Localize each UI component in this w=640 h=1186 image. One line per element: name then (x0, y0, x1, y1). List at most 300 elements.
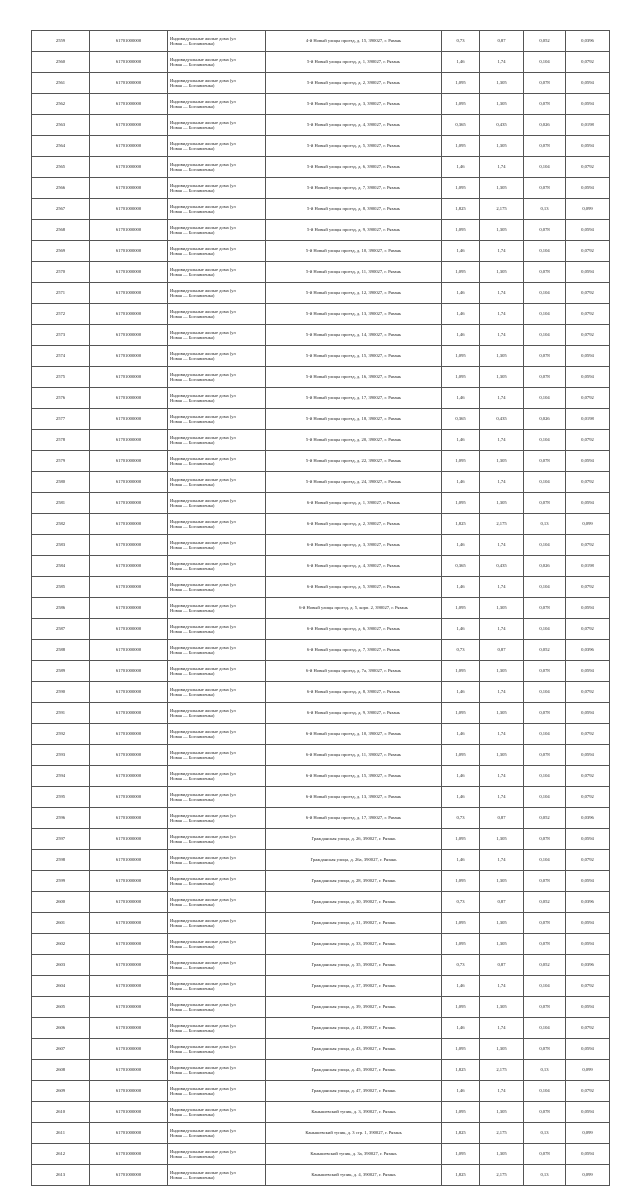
object-type-line: Индивидуальные жилые дома (ул (170, 1127, 236, 1133)
oktmo-code: 61701000000 (90, 703, 168, 724)
object-type-line: Новая — Богоявленка) (170, 566, 215, 571)
object-type-line: Индивидуальные жилые дома (ул (170, 980, 236, 986)
table-row (32, 199, 610, 220)
object-type (168, 94, 266, 115)
value-3: 0,078 (524, 1102, 566, 1123)
oktmo-code: 61701000000 (90, 661, 168, 682)
object-type (168, 787, 266, 808)
oktmo-code: 61701000000 (90, 598, 168, 619)
value-3: 0,078 (524, 493, 566, 514)
object-type-line: Новая — Богоявленка) (170, 1070, 215, 1075)
value-3: 0,104 (524, 388, 566, 409)
object-address: 5-й Новый улицы проезд, д. 6, 390027, г. Рязань (266, 157, 442, 178)
object-type (168, 31, 266, 52)
value-2: 0,87 (480, 808, 524, 829)
object-address: Гражданская улица, д. 45, 390027, г. Рязань (266, 1060, 442, 1081)
value-3: 0,104 (524, 472, 566, 493)
value-2: 1,305 (480, 136, 524, 157)
value-1: 1,095 (442, 178, 480, 199)
value-2: 1,74 (480, 682, 524, 703)
table-row (32, 829, 610, 850)
value-1: 1,46 (442, 283, 480, 304)
row-number: 2591 (32, 703, 90, 724)
value-4: 0,0792 (566, 241, 610, 262)
value-1: 1,095 (442, 829, 480, 850)
object-type-line: Индивидуальные жилые дома (ул (170, 77, 236, 83)
object-address: 5-й Новый улицы проезд, д. 14, 390027, г. Рязань (266, 325, 442, 346)
oktmo-code: 61701000000 (90, 829, 168, 850)
value-1: 1,095 (442, 346, 480, 367)
table-row (32, 1060, 610, 1081)
object-type-line: Новая — Богоявленка) (170, 188, 215, 193)
value-3: 0,052 (524, 955, 566, 976)
row-number: 2560 (32, 52, 90, 73)
value-2: 1,305 (480, 1144, 524, 1165)
row-number: 2599 (32, 871, 90, 892)
value-2: 1,74 (480, 850, 524, 871)
object-type (168, 1018, 266, 1039)
value-2: 1,74 (480, 472, 524, 493)
row-number: 2577 (32, 409, 90, 430)
value-4: 0,099 (566, 1060, 610, 1081)
oktmo-code: 61701000000 (90, 556, 168, 577)
value-4: 0,0594 (566, 493, 610, 514)
object-type-line: Индивидуальные жилые дома (ул (170, 644, 236, 650)
value-3: 0,104 (524, 976, 566, 997)
value-3: 0,078 (524, 220, 566, 241)
value-1: 1,46 (442, 850, 480, 871)
value-4: 0,0594 (566, 346, 610, 367)
oktmo-code: 61701000000 (90, 808, 168, 829)
value-2: 0,87 (480, 955, 524, 976)
object-type (168, 661, 266, 682)
object-type (168, 73, 266, 94)
object-address: 5-й Новый улицы проезд, д. 13, 390027, г. Рязань (266, 304, 442, 325)
object-address: 5-й Новый улицы проезд, д. 17, 390027, г. Рязань (266, 388, 442, 409)
oktmo-code: 61701000000 (90, 31, 168, 52)
object-type-line: Индивидуальные жилые дома (ул (170, 329, 236, 335)
oktmo-code: 61701000000 (90, 1165, 168, 1186)
object-address: 5-й Новый улицы проезд, д. 1, 390027, г. Рязань (266, 52, 442, 73)
object-address: 5-й Новый улицы проезд, д. 9, 390027, г. Рязань (266, 220, 442, 241)
value-4: 0,0792 (566, 1081, 610, 1102)
value-2: 1,305 (480, 913, 524, 934)
object-type-line: Индивидуальные жилые дома (ул (170, 896, 236, 902)
oktmo-code: 61701000000 (90, 136, 168, 157)
object-address: 5-й Новый улицы проезд, д. 11, 390027, г. Рязань (266, 262, 442, 283)
value-3: 0,026 (524, 409, 566, 430)
oktmo-code: 61701000000 (90, 115, 168, 136)
value-3: 0,13 (524, 1060, 566, 1081)
value-4: 0,0594 (566, 703, 610, 724)
object-type (168, 493, 266, 514)
table-row (32, 73, 610, 94)
value-2: 1,74 (480, 724, 524, 745)
oktmo-code: 61701000000 (90, 178, 168, 199)
object-address: 5-й Новый улицы проезд, д. 10, 390027, г. Рязань (266, 241, 442, 262)
object-address: 6-й Новый улицы проезд, д. 5, корп. 2, 390027, г. Рязань (266, 598, 442, 619)
object-type-line: Индивидуальные жилые дома (ул (170, 245, 236, 251)
object-type-line: Индивидуальные жилые дома (ул (170, 161, 236, 167)
value-1: 1,46 (442, 430, 480, 451)
value-1: 1,095 (442, 73, 480, 94)
value-4: 0,0792 (566, 283, 610, 304)
row-number: 2606 (32, 1018, 90, 1039)
object-type-line: Индивидуальные жилые дома (ул (170, 182, 236, 188)
row-number: 2564 (32, 136, 90, 157)
value-3: 0,078 (524, 871, 566, 892)
object-type-line: Индивидуальные жилые дома (ул (170, 560, 236, 566)
object-type (168, 913, 266, 934)
object-type (168, 766, 266, 787)
value-4: 0,0594 (566, 913, 610, 934)
row-number: 2594 (32, 766, 90, 787)
object-type (168, 703, 266, 724)
object-type (168, 1165, 266, 1186)
oktmo-code: 61701000000 (90, 1060, 168, 1081)
object-type-line: Новая — Богоявленка) (170, 1007, 215, 1012)
object-type (168, 1102, 266, 1123)
value-2: 1,74 (480, 325, 524, 346)
table-row (32, 94, 610, 115)
object-address: 5-й Новый улицы проезд, д. 22, 390027, г. Рязань (266, 451, 442, 472)
oktmo-code: 61701000000 (90, 640, 168, 661)
value-3: 0,104 (524, 850, 566, 871)
value-1: 1,46 (442, 157, 480, 178)
value-2: 2,175 (480, 1060, 524, 1081)
object-type-line: Индивидуальные жилые дома (ул (170, 203, 236, 209)
table-row (32, 766, 610, 787)
value-3: 0,104 (524, 535, 566, 556)
object-address: 6-й Новый улицы проезд, д. 8, 390027, г. Рязань (266, 682, 442, 703)
value-3: 0,052 (524, 808, 566, 829)
object-address: Гражданская улица, д. 37, 390027, г. Рязань (266, 976, 442, 997)
oktmo-code: 61701000000 (90, 850, 168, 871)
value-3: 0,104 (524, 766, 566, 787)
object-type-line: Индивидуальные жилые дома (ул (170, 686, 236, 692)
object-type-line: Индивидуальные жилые дома (ул (170, 854, 236, 860)
object-address: 4-й Новый улицы проезд, д. 15, 390027, г. Рязань (266, 31, 442, 52)
value-2: 1,305 (480, 1102, 524, 1123)
row-number: 2567 (32, 199, 90, 220)
object-type (168, 577, 266, 598)
object-type-line: Индивидуальные жилые дома (ул (170, 959, 236, 965)
value-1: 1,46 (442, 241, 480, 262)
object-type-line: Новая — Богоявленка) (170, 356, 215, 361)
oktmo-code: 61701000000 (90, 514, 168, 535)
object-type-line: Новая — Богоявленка) (170, 440, 215, 445)
value-2: 1,74 (480, 241, 524, 262)
value-3: 0,078 (524, 661, 566, 682)
value-3: 0,13 (524, 514, 566, 535)
object-address: 5-й Новый улицы проезд, д. 15, 390027, г. Рязань (266, 346, 442, 367)
oktmo-code: 61701000000 (90, 220, 168, 241)
object-type-line: Индивидуальные жилые дома (ул (170, 35, 236, 41)
row-number: 2584 (32, 556, 90, 577)
object-type-line: Индивидуальные жилые дома (ул (170, 1169, 236, 1175)
row-number: 2570 (32, 262, 90, 283)
value-1: 1,825 (442, 514, 480, 535)
object-type (168, 241, 266, 262)
object-address: Гражданская улица, д. 43, 390027, г. Рязань (266, 1039, 442, 1060)
row-number: 2583 (32, 535, 90, 556)
oktmo-code: 61701000000 (90, 325, 168, 346)
oktmo-code: 61701000000 (90, 430, 168, 451)
value-4: 0,0594 (566, 1102, 610, 1123)
value-4: 0,0792 (566, 787, 610, 808)
row-number: 2602 (32, 934, 90, 955)
object-type-line: Индивидуальные жилые дома (ул (170, 1064, 236, 1070)
value-4: 0,0396 (566, 955, 610, 976)
object-type-line: Новая — Богоявленка) (170, 167, 215, 172)
value-4: 0,0198 (566, 556, 610, 577)
object-type (168, 346, 266, 367)
value-2: 0,435 (480, 115, 524, 136)
value-1: 1,095 (442, 703, 480, 724)
value-4: 0,0396 (566, 31, 610, 52)
value-4: 0,0792 (566, 976, 610, 997)
value-4: 0,0792 (566, 157, 610, 178)
object-type-line: Новая — Богоявленка) (170, 1112, 215, 1117)
object-address: 6-й Новый улицы проезд, д. 5, 390027, г. Рязань (266, 577, 442, 598)
value-1: 1,46 (442, 619, 480, 640)
value-4: 0,0396 (566, 640, 610, 661)
value-3: 0,078 (524, 1039, 566, 1060)
object-type-line: Новая — Богоявленка) (170, 293, 215, 298)
object-type-line: Индивидуальные жилые дома (ул (170, 413, 236, 419)
value-1: 1,825 (442, 1060, 480, 1081)
row-number: 2598 (32, 850, 90, 871)
value-3: 0,078 (524, 451, 566, 472)
value-2: 1,305 (480, 934, 524, 955)
value-3: 0,078 (524, 745, 566, 766)
oktmo-code: 61701000000 (90, 766, 168, 787)
object-address: 5-й Новый улицы проезд, д. 24, 390027, г. Рязань (266, 472, 442, 493)
table-row (32, 535, 610, 556)
object-type-line: Новая — Богоявленка) (170, 818, 215, 823)
object-address: 6-й Новый улицы проезд, д. 11, 390027, г. Рязань (266, 745, 442, 766)
table-row (32, 892, 610, 913)
value-2: 1,305 (480, 220, 524, 241)
value-1: 0,73 (442, 892, 480, 913)
oktmo-code: 61701000000 (90, 241, 168, 262)
value-1: 1,095 (442, 1102, 480, 1123)
row-number: 2590 (32, 682, 90, 703)
table-row (32, 787, 610, 808)
row-number: 2574 (32, 346, 90, 367)
value-4: 0,0792 (566, 619, 610, 640)
object-type-line: Новая — Богоявленка) (170, 776, 215, 781)
table-row (32, 997, 610, 1018)
value-3: 0,104 (524, 724, 566, 745)
table-row (32, 136, 610, 157)
value-1: 1,095 (442, 493, 480, 514)
value-1: 0,73 (442, 31, 480, 52)
table-row (32, 367, 610, 388)
object-address: 5-й Новый улицы проезд, д. 18, 390027, г. Рязань (266, 409, 442, 430)
object-type (168, 1081, 266, 1102)
object-type-line: Новая — Богоявленка) (170, 587, 215, 592)
value-2: 2,175 (480, 514, 524, 535)
oktmo-code: 61701000000 (90, 871, 168, 892)
row-number: 2601 (32, 913, 90, 934)
object-type-line: Новая — Богоявленка) (170, 230, 215, 235)
value-1: 0,365 (442, 115, 480, 136)
value-2: 1,305 (480, 703, 524, 724)
object-type-line: Индивидуальные жилые дома (ул (170, 140, 236, 146)
value-2: 0,87 (480, 31, 524, 52)
object-type-line: Новая — Богоявленка) (170, 482, 215, 487)
object-address: 5-й Новый улицы проезд, д. 20, 390027, г. Рязань (266, 430, 442, 451)
row-number: 2568 (32, 220, 90, 241)
object-type-line: Индивидуальные жилые дома (ул (170, 665, 236, 671)
object-type-line: Индивидуальные жилые дома (ул (170, 623, 236, 629)
value-2: 1,305 (480, 871, 524, 892)
value-3: 0,104 (524, 619, 566, 640)
table-row (32, 682, 610, 703)
table-row (32, 451, 610, 472)
value-3: 0,078 (524, 829, 566, 850)
value-3: 0,13 (524, 1165, 566, 1186)
table-row (32, 1018, 610, 1039)
oktmo-code: 61701000000 (90, 745, 168, 766)
oktmo-code: 61701000000 (90, 367, 168, 388)
table-row (32, 262, 610, 283)
object-type-line: Новая — Богоявленка) (170, 272, 215, 277)
oktmo-code: 61701000000 (90, 409, 168, 430)
row-number: 2561 (32, 73, 90, 94)
row-number: 2610 (32, 1102, 90, 1123)
value-1: 1,825 (442, 1123, 480, 1144)
object-type-line: Новая — Богоявленка) (170, 734, 215, 739)
value-1: 1,46 (442, 325, 480, 346)
object-address: 5-й Новый улицы проезд, д. 12, 390027, г. Рязань (266, 283, 442, 304)
object-type-line: Индивидуальные жилые дома (ул (170, 728, 236, 734)
object-type-line: Новая — Богоявленка) (170, 524, 215, 529)
value-2: 1,74 (480, 787, 524, 808)
object-type-line: Новая — Богоявленка) (170, 83, 215, 88)
value-4: 0,099 (566, 199, 610, 220)
object-type (168, 220, 266, 241)
row-number: 2576 (32, 388, 90, 409)
value-2: 1,305 (480, 661, 524, 682)
value-2: 1,74 (480, 283, 524, 304)
value-4: 0,0396 (566, 892, 610, 913)
row-number: 2585 (32, 577, 90, 598)
value-3: 0,078 (524, 997, 566, 1018)
value-4: 0,0198 (566, 409, 610, 430)
value-3: 0,026 (524, 556, 566, 577)
row-number: 2575 (32, 367, 90, 388)
value-1: 1,095 (442, 598, 480, 619)
object-type-line: Индивидуальные жилые дома (ул (170, 1106, 236, 1112)
table-row (32, 934, 610, 955)
object-type-line: Новая — Богоявленка) (170, 1154, 215, 1159)
object-address: 5-й Новый улицы проезд, д. 3, 390027, г. Рязань (266, 94, 442, 115)
value-4: 0,0792 (566, 724, 610, 745)
value-3: 0,104 (524, 430, 566, 451)
object-address: Гражданская улица, д. 33, 390027, г. Рязань (266, 934, 442, 955)
table-row (32, 304, 610, 325)
object-address: Гражданская улица, д. 30, 390027, г. Рязань (266, 892, 442, 913)
row-number: 2597 (32, 829, 90, 850)
table-row (32, 976, 610, 997)
oktmo-code: 61701000000 (90, 157, 168, 178)
object-type-line: Новая — Богоявленка) (170, 335, 215, 340)
object-address: 6-й Новый улицы проезд, д. 17, 390027, г. Рязань (266, 808, 442, 829)
value-4: 0,0594 (566, 136, 610, 157)
value-2: 1,305 (480, 745, 524, 766)
row-number: 2604 (32, 976, 90, 997)
oktmo-code: 61701000000 (90, 472, 168, 493)
object-type (168, 1039, 266, 1060)
object-type-line: Индивидуальные жилые дома (ул (170, 350, 236, 356)
object-type (168, 472, 266, 493)
value-2: 2,175 (480, 1123, 524, 1144)
object-type-line: Индивидуальные жилые дома (ул (170, 812, 236, 818)
oktmo-code: 61701000000 (90, 619, 168, 640)
oktmo-code: 61701000000 (90, 892, 168, 913)
value-1: 1,46 (442, 682, 480, 703)
object-type-line: Новая — Богоявленка) (170, 650, 215, 655)
object-type (168, 1123, 266, 1144)
row-number: 2593 (32, 745, 90, 766)
object-type (168, 367, 266, 388)
oktmo-code: 61701000000 (90, 1039, 168, 1060)
value-3: 0,104 (524, 283, 566, 304)
value-2: 1,74 (480, 619, 524, 640)
oktmo-code: 61701000000 (90, 1102, 168, 1123)
table-row (32, 430, 610, 451)
oktmo-code: 61701000000 (90, 976, 168, 997)
oktmo-code: 61701000000 (90, 1123, 168, 1144)
object-type-line: Новая — Богоявленка) (170, 398, 215, 403)
table-row (32, 850, 610, 871)
value-4: 0,0198 (566, 115, 610, 136)
value-4: 0,0594 (566, 598, 610, 619)
value-3: 0,104 (524, 325, 566, 346)
object-type-line: Новая — Богоявленка) (170, 692, 215, 697)
value-4: 0,0594 (566, 871, 610, 892)
object-type (168, 514, 266, 535)
object-address: Гражданская улица, д. 47, 390027, г. Рязань (266, 1081, 442, 1102)
oktmo-code: 61701000000 (90, 955, 168, 976)
object-type-line: Индивидуальные жилые дома (ул (170, 518, 236, 524)
row-number: 2613 (32, 1165, 90, 1186)
value-3: 0,104 (524, 682, 566, 703)
row-number: 2609 (32, 1081, 90, 1102)
oktmo-code: 61701000000 (90, 724, 168, 745)
object-type-line: Индивидуальные жилые дома (ул (170, 1043, 236, 1049)
table-row (32, 556, 610, 577)
row-number: 2596 (32, 808, 90, 829)
object-type-line: Новая — Богоявленка) (170, 671, 215, 676)
object-type (168, 619, 266, 640)
value-1: 1,46 (442, 52, 480, 73)
object-type (168, 850, 266, 871)
table-row (32, 493, 610, 514)
row-number: 2589 (32, 661, 90, 682)
value-2: 2,175 (480, 1165, 524, 1186)
object-type (168, 430, 266, 451)
object-type-line: Индивидуальные жилые дома (ул (170, 98, 236, 104)
value-2: 1,305 (480, 94, 524, 115)
value-4: 0,0594 (566, 451, 610, 472)
object-type (168, 1144, 266, 1165)
oktmo-code: 61701000000 (90, 682, 168, 703)
value-3: 0,078 (524, 262, 566, 283)
object-type-line: Индивидуальные жилые дома (ул (170, 287, 236, 293)
